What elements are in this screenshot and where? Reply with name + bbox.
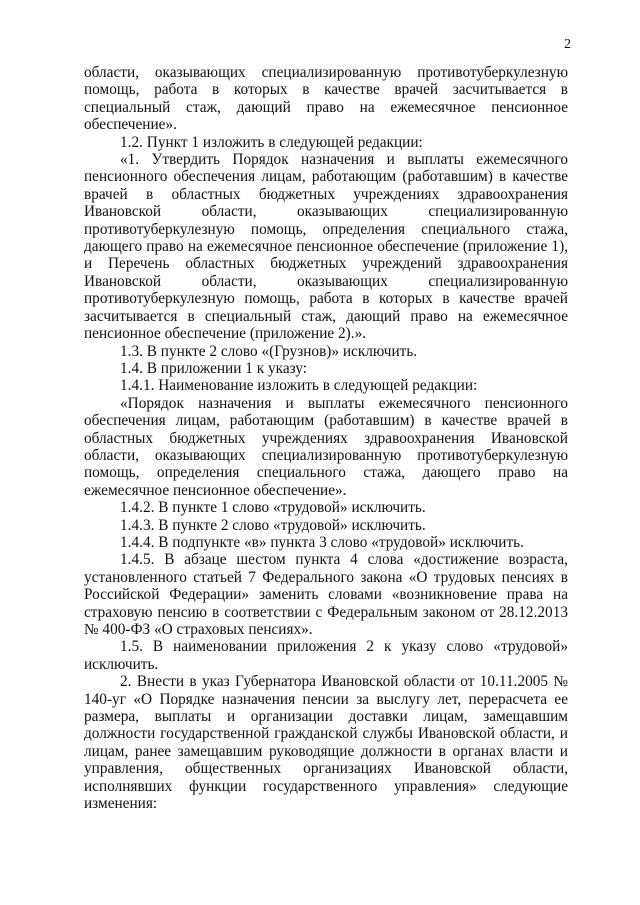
page-number: 2 bbox=[564, 37, 571, 52]
document-body bbox=[84, 64, 568, 812]
paragraph: 1.4.1. Наименование изложить в следующей редакции: bbox=[120, 377, 478, 395]
paragraph: 1.4. В приложении 1 к указу: bbox=[120, 359, 308, 377]
paragraph: «1. Утвердить Порядок назначения и выплаты ежемесячного пенсионного обеспечения лицам, работающим (работавшим) в качестве врачей в областных бюджетных учреждениях здравоохранения Ивановской области, оказывающих специализированную противотуберкулезную помощь, определения специального стажа, дающего право на ежемесячное пенсионное обеспечение (приложение 1), и Перечень областных бюджетных учреждений здравоохранения Ивановской области, оказывающих специализированную противотуберкулезную помощь, работа в которых в качестве врачей засчитывается в специальный стаж, дающий право на ежемесячное пенсионное обеспечение (приложение 2).». bbox=[84, 151, 568, 343]
paragraph: 1.4.4. В подпункте «в» пункта 3 слово «трудовой» исключить. bbox=[120, 533, 524, 551]
paragraph: 1.3. В пункте 2 слово «(Грузнов)» исключить. bbox=[120, 342, 418, 360]
paragraph: 1.4.5. В абзаце шестом пункта 4 слова «достижение возраста, установленного статьей 7 Федерального закона «О трудовых пенсиях в Российской Федерации» заменить словами «возникновение права на страховую пенсию в соответствии с Федеральным законом от 28.12.2013 № 400-ФЗ «О страховых пенсиях». bbox=[84, 551, 568, 638]
paragraph: 1.4.2. В пункте 1 слово «трудовой» исключить. bbox=[120, 499, 426, 517]
paragraph: 2. Внести в указ Губернатора Ивановской области от 10.11.2005 № 140-уг «О Порядке назначения пенсии за выслугу лет, перерасчета ее размера, выплаты и организации доставки лицам, замещавшим должности государственной гражданской службы Ивановской области, и лицам, ранее замещавшим руководящие должности в органах власти и управления, общественных организациях Ивановской области, исполнявших функции государственного управления» следующие изменения: bbox=[84, 673, 568, 813]
paragraph: 1.4.3. В пункте 2 слово «трудовой» исключить. bbox=[120, 516, 426, 534]
paragraph: 1.5. В наименовании приложения 2 к указу слово «трудовой» исключить. bbox=[84, 638, 568, 673]
paragraph: области, оказывающих специализированную противотуберкулезную помощь, работа в которых в качестве врачей засчитывается в специальный стаж, дающий право на ежемесячное пенсионное обеспечение». bbox=[84, 64, 568, 134]
paragraph: 1.2. Пункт 1 изложить в следующей редакции: bbox=[120, 133, 423, 151]
paragraph: «Порядок назначения и выплаты ежемесячного пенсионного обеспечения лицам, работающим (работавшим) в качестве врачей в областных бюджетных учреждениях здравоохранения Ивановской области, оказывающих специализированную противотуберкулезную помощь, определения специального стажа, дающего право на ежемесячное пенсионное обеспечение». bbox=[84, 394, 568, 499]
